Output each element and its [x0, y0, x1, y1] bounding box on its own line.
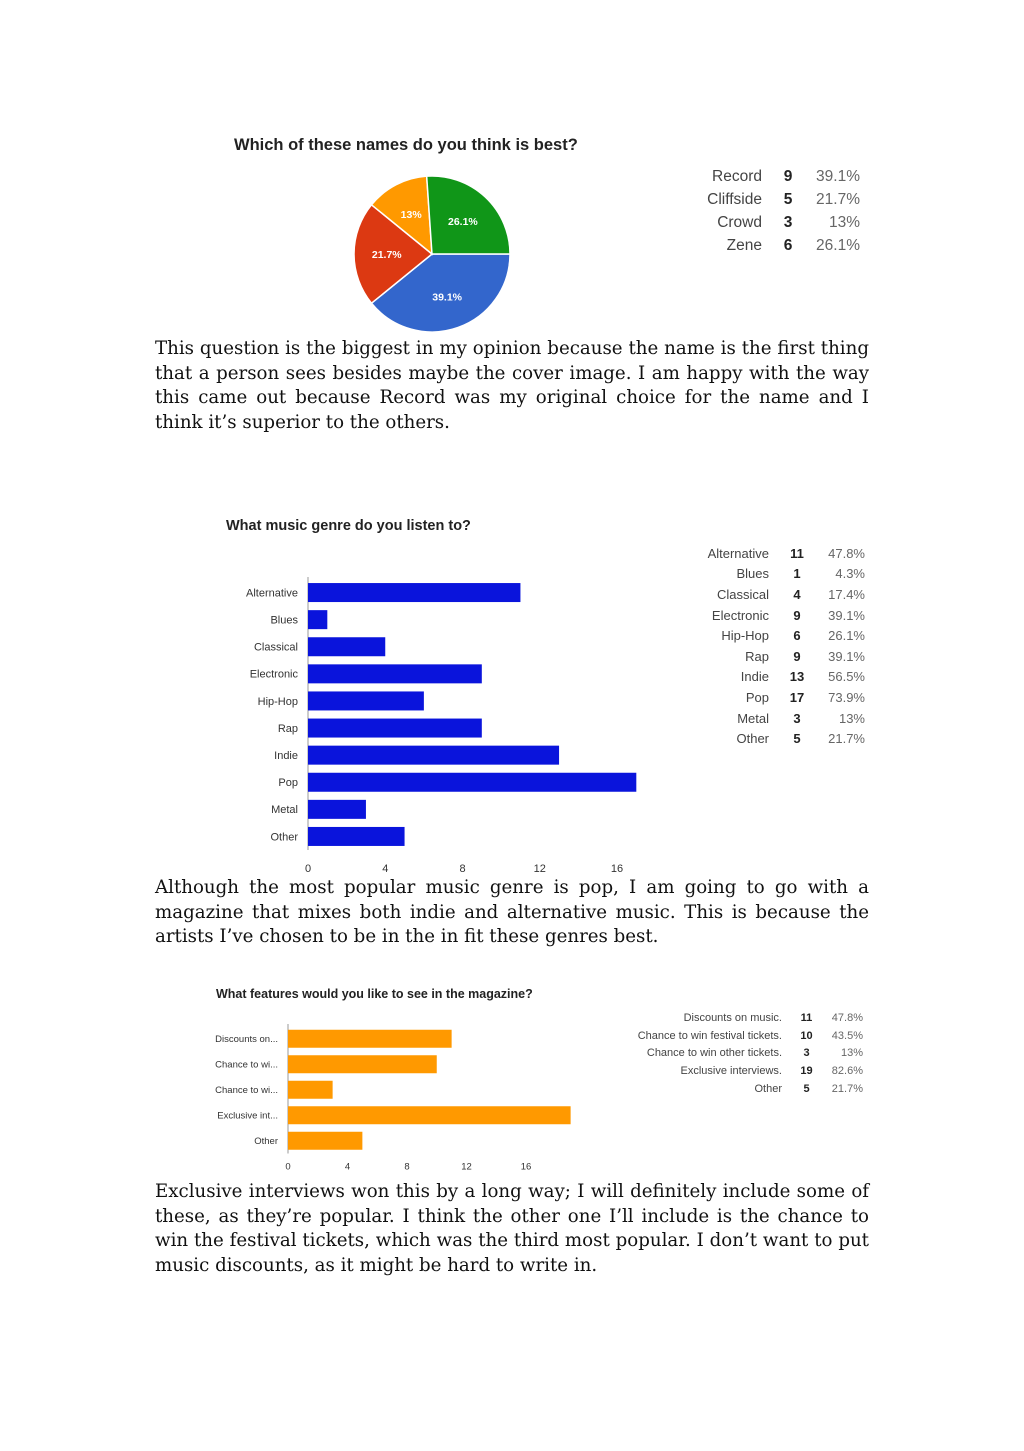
genre-count: 11	[790, 545, 804, 561]
paragraph-names: This question is the biggest in my opinion because the name is the first thing that a person sees besides maybe the cover image. I am happy with the way this came out because Record was my original choice for the name and I think it’s superior to the others.	[155, 338, 869, 433]
feature-pct: 21.7%	[831, 1083, 863, 1096]
genre-tick-label: 16	[610, 863, 624, 875]
features-bar-chart	[200, 1020, 590, 1170]
feature-tick-label: 4	[344, 1161, 351, 1170]
genre-tick-label: 0	[304, 863, 312, 875]
genre-label: Hip-Hop	[721, 628, 769, 644]
genre-table	[700, 543, 865, 749]
names-count: 6	[783, 236, 793, 254]
feature-pct: 13%	[840, 1047, 863, 1060]
feature-label: Chance to win other tickets.	[646, 1047, 782, 1060]
feature-count: 19	[800, 1065, 813, 1078]
genre-row-blues	[700, 564, 865, 585]
genre-bar-alternative-0	[308, 583, 520, 602]
genre-pct: 39.1%	[828, 648, 865, 664]
feature-label: Other	[754, 1083, 782, 1096]
feature-bar-exclusive-int-3	[288, 1106, 571, 1124]
genre-bar-electronic-3	[308, 664, 482, 683]
chart-title-features: What features would you like to see in the magazine?	[216, 987, 533, 1001]
genre-count: 4	[793, 586, 801, 602]
genre-row-other	[700, 728, 865, 749]
pie-label-crowd: 13%	[400, 208, 422, 221]
genre-row-electronic	[700, 605, 865, 626]
genre-pct: 56.5%	[828, 669, 865, 685]
genre-count: 5	[793, 731, 801, 747]
genre-category-label: Rap	[277, 722, 298, 735]
genre-pct: 73.9%	[828, 689, 865, 705]
genre-row-classical	[700, 584, 865, 605]
genre-label: Classical	[716, 586, 769, 602]
chart-title-genres: What music genre do you listen to?	[226, 518, 471, 534]
genre-tick-label: 8	[459, 863, 466, 875]
genre-category-label: Electronic	[249, 668, 298, 681]
genre-label: Rap	[745, 648, 769, 664]
genre-bar-pop-7	[308, 773, 636, 792]
feature-pct: 43.5%	[831, 1029, 863, 1042]
genre-category-label: Classical	[253, 641, 298, 654]
genre-label: Blues	[736, 566, 769, 582]
genre-label: Indie	[740, 669, 769, 685]
genre-category-label: Hip-Hop	[257, 695, 298, 708]
genre-tick-label: 4	[382, 863, 389, 875]
feature-row-exclusive-interviews	[625, 1062, 863, 1080]
genre-label: Alternative	[707, 545, 769, 561]
genre-row-metal	[700, 708, 865, 729]
feature-label: Discounts on music.	[683, 1011, 782, 1024]
genre-label: Metal	[737, 710, 769, 726]
genre-count: 9	[793, 648, 801, 664]
genre-label: Electronic	[711, 607, 769, 623]
genre-pct: 39.1%	[828, 607, 865, 623]
genre-pct: 21.7%	[828, 731, 865, 747]
genre-category-label: Alternative	[246, 587, 298, 600]
genre-category-label: Metal	[271, 804, 298, 817]
genre-bar-chart	[220, 570, 650, 875]
feature-tick-label: 8	[404, 1161, 410, 1170]
feature-bar-chance-to-wi-1	[288, 1055, 437, 1073]
feature-category-label: Chance to wi...	[215, 1085, 278, 1097]
feature-row-other	[625, 1080, 863, 1098]
genre-count: 3	[793, 710, 801, 726]
pie-label-cliffside: 21.7%	[371, 249, 402, 261]
genre-bar-hip-hop-4	[308, 691, 424, 710]
feature-bar-discounts-on-0	[288, 1030, 452, 1048]
chart-title-names: Which of these names do you think is best?	[234, 136, 578, 154]
names-pct: 26.1%	[816, 236, 860, 254]
feature-tick-label: 12	[461, 1161, 472, 1170]
genre-count: 6	[793, 628, 801, 644]
feature-tick-label: 16	[520, 1161, 532, 1170]
feature-category-label: Chance to wi...	[215, 1059, 278, 1071]
genre-bar-blues-1	[308, 610, 327, 629]
pie-label-record: 39.1%	[432, 291, 463, 304]
names-row-record	[700, 165, 860, 188]
genre-bar-other-9	[308, 827, 405, 846]
genre-pct: 4.3%	[835, 566, 865, 582]
genre-bar-indie-6	[308, 746, 559, 765]
genre-category-label: Blues	[270, 614, 298, 627]
genre-row-indie	[700, 667, 865, 688]
genre-count: 1	[793, 566, 801, 582]
genre-pct: 47.8%	[828, 545, 865, 561]
genre-category-label: Pop	[278, 777, 298, 790]
feature-tick-label: 0	[285, 1161, 291, 1170]
feature-row-chance-to-win-festival-tickets	[625, 1027, 863, 1045]
names-label: Record	[712, 167, 762, 185]
feature-count: 10	[800, 1029, 813, 1042]
names-count: 3	[783, 213, 793, 231]
genre-bar-classical-2	[308, 637, 385, 656]
names-label: Crowd	[717, 213, 762, 231]
feature-pct: 47.8%	[831, 1011, 863, 1024]
feature-label: Exclusive interviews.	[680, 1065, 782, 1078]
feature-category-label: Discounts on...	[215, 1034, 278, 1046]
genre-count: 9	[793, 607, 801, 623]
names-row-zene	[700, 234, 860, 257]
paragraph-genres: Although the most popular music genre is pop, I am going to go with a magazine that mixes both indie and alternative music. This is because the artists I’ve chosen to be in the in fit these genres best.	[155, 877, 869, 948]
genre-bar-metal-8	[308, 800, 366, 819]
names-row-crowd	[700, 211, 860, 234]
genre-category-label: Indie	[274, 750, 298, 762]
feature-count: 11	[800, 1011, 813, 1024]
names-label: Cliffside	[707, 190, 762, 208]
genre-row-pop	[700, 687, 865, 708]
names-pct: 13%	[828, 213, 860, 231]
genre-row-hip-hop	[700, 625, 865, 646]
names-label: Zene	[726, 236, 762, 254]
genre-label: Other	[736, 731, 769, 747]
feature-bar-chance-to-wi-2	[288, 1081, 333, 1099]
genre-pct: 13%	[838, 710, 865, 726]
names-table	[700, 165, 860, 257]
names-pie-chart	[352, 166, 522, 336]
names-count: 5	[783, 190, 793, 208]
feature-category-label: Other	[254, 1136, 278, 1148]
genre-row-rap	[700, 646, 865, 667]
feature-count: 3	[803, 1047, 810, 1060]
feature-pct: 82.6%	[831, 1065, 863, 1078]
feature-bar-other-4	[288, 1132, 362, 1150]
genre-pct: 26.1%	[828, 628, 865, 644]
genre-category-label: Other	[270, 831, 298, 844]
features-table	[625, 1009, 863, 1098]
names-row-cliffside	[700, 188, 860, 211]
genre-count: 17	[789, 689, 805, 705]
names-count: 9	[783, 167, 793, 185]
feature-label: Chance to win festival tickets.	[637, 1029, 782, 1042]
feature-category-label: Exclusive int...	[217, 1110, 278, 1122]
genre-count: 13	[789, 669, 805, 685]
feature-row-chance-to-win-other-tickets	[625, 1045, 863, 1063]
names-pct: 39.1%	[816, 167, 860, 185]
feature-row-discounts-on-music	[625, 1009, 863, 1027]
genre-row-alternative	[700, 543, 865, 564]
genre-pct: 17.4%	[828, 586, 865, 602]
genre-bar-rap-5	[308, 719, 482, 738]
genre-tick-label: 12	[533, 863, 546, 875]
feature-count: 5	[803, 1083, 810, 1096]
paragraph-features: Exclusive interviews won this by a long way; I will definitely include some of these, as they’re popular. I think the other one I’ll include is the chance to win the festival tickets, which was the third most popular. I don’t want to put music discounts, as it might be hard to write in.	[155, 1181, 869, 1276]
genre-label: Pop	[745, 689, 769, 705]
pie-label-zene: 26.1%	[447, 215, 478, 228]
names-pct: 21.7%	[816, 190, 860, 208]
